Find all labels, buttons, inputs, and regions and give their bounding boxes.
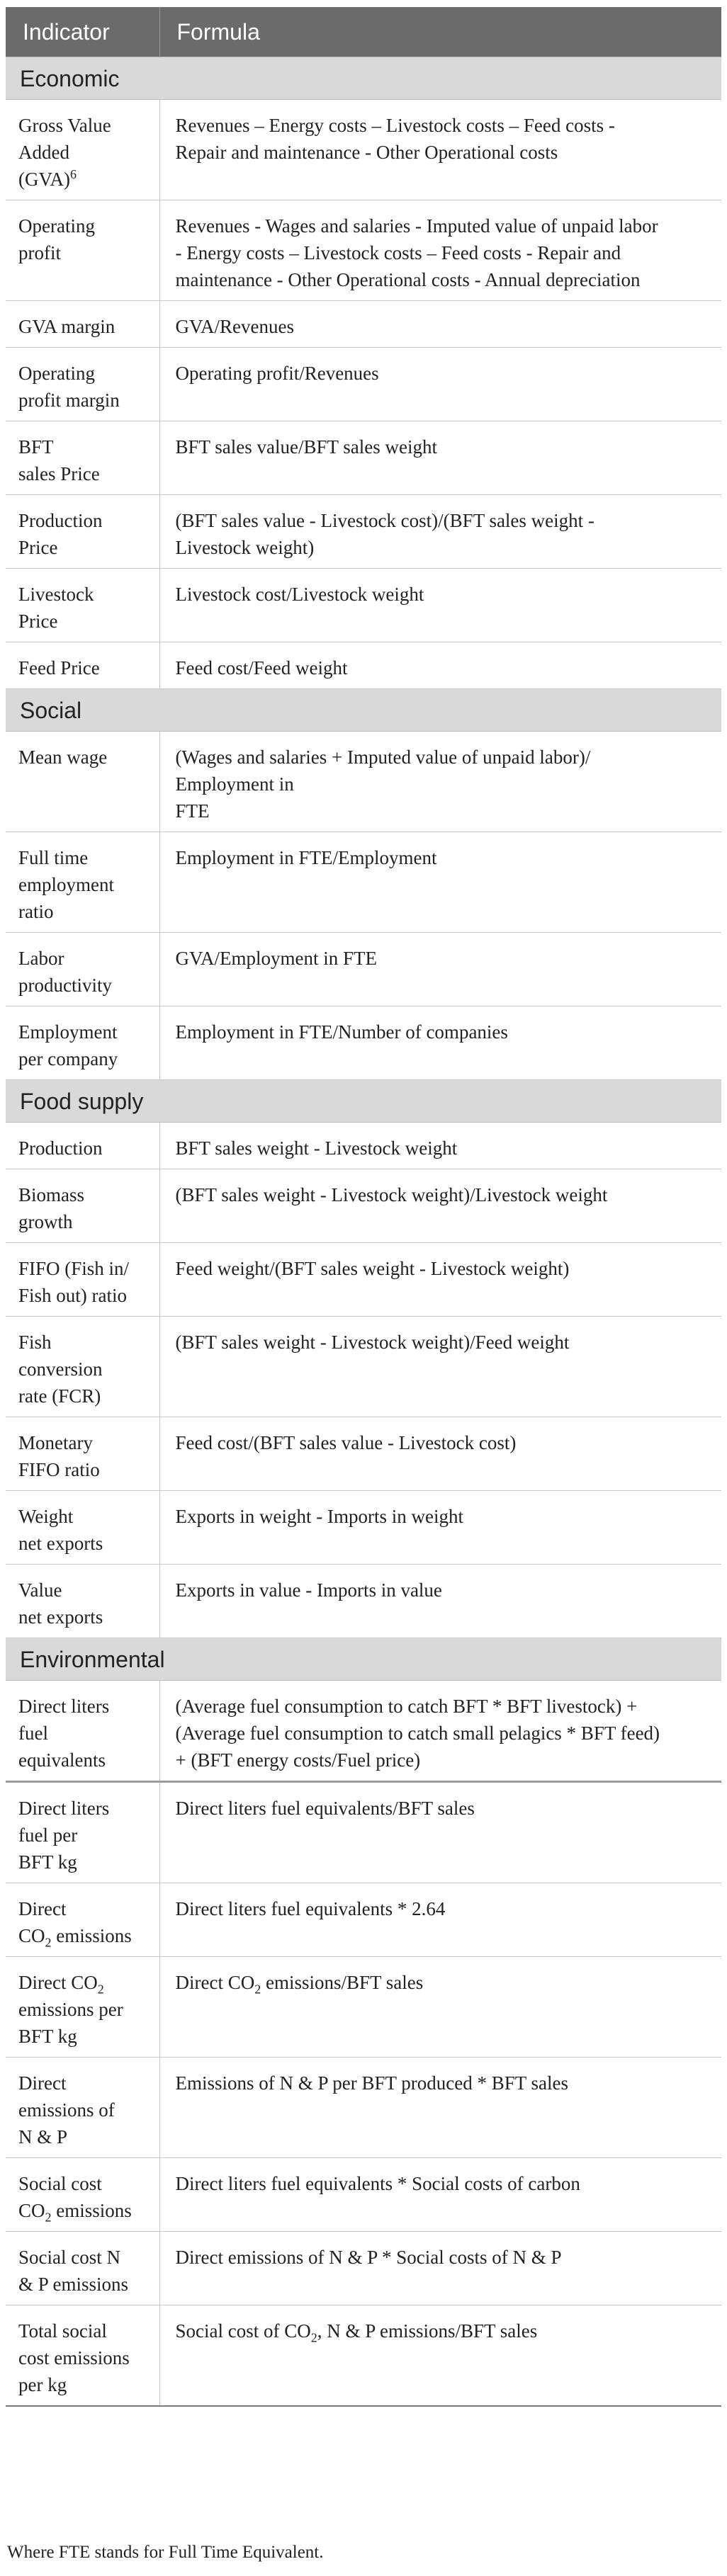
indicator-cell: Direct liters fuel per BFT kg	[6, 1782, 159, 1883]
table-row	[6, 1006, 721, 1080]
section-row	[6, 689, 721, 732]
indicator-cell: Livestock Price	[6, 569, 159, 642]
formula-cell: (Average fuel consumption to catch BFT * BFT livestock) + (Average fuel consumption to catch small pelagics * BFT feed) + (BFT energy costs/Fuel price)	[159, 1681, 721, 1782]
subscript: 2	[97, 1982, 104, 1997]
table-row	[6, 2232, 721, 2305]
formula-cell: Employment in FTE/Number of companies	[159, 1006, 721, 1080]
table-row	[6, 301, 721, 348]
table-row	[6, 100, 721, 200]
section-row	[6, 1638, 721, 1681]
formula-cell: Direct emissions of N & P * Social costs of N & P	[159, 2232, 721, 2305]
formula-cell: Direct liters fuel equivalents * Social costs of carbon	[159, 2158, 721, 2232]
formula-cell: Operating profit/Revenues	[159, 348, 721, 421]
indicator-cell: Fish conversion rate (FCR)	[6, 1317, 159, 1417]
formula-cell: Exports in weight - Imports in weight	[159, 1491, 721, 1565]
indicator-cell: Weight net exports	[6, 1491, 159, 1565]
table-row	[6, 933, 721, 1006]
table-row	[6, 200, 721, 301]
indicator-cell: Production	[6, 1123, 159, 1169]
section-title: Environmental	[6, 1638, 721, 1681]
indicator-cell: Mean wage	[6, 732, 159, 832]
formula-cell: Revenues - Wages and salaries - Imputed value of unpaid labor - Energy costs – Livestock costs – Feed costs - Repair and maintenance - Other Operational costs - Annual depreciation	[159, 200, 721, 301]
table-row	[6, 642, 721, 689]
formula-cell: GVA/Revenues	[159, 301, 721, 348]
formula-cell: Feed weight/(BFT sales weight - Livestock weight)	[159, 1243, 721, 1317]
indicator-cell: Employment per company	[6, 1006, 159, 1080]
indicator-formula-table	[6, 7, 721, 2407]
indicator-cell: Labor productivity	[6, 933, 159, 1006]
section-row	[6, 57, 721, 100]
formula-cell: Feed cost/Feed weight	[159, 642, 721, 689]
subscript: 2	[254, 1982, 261, 1997]
table-header	[6, 7, 721, 57]
table-row	[6, 348, 721, 421]
subscript: 2	[310, 2330, 317, 2345]
formula-cell: (BFT sales weight - Livestock weight)/Livestock weight	[159, 1169, 721, 1243]
indicator-cell: Social cost N & P emissions	[6, 2232, 159, 2305]
indicator-cell: Direct liters fuel equivalents	[6, 1681, 159, 1782]
formula-cell: Direct $CO_2$ emissions/BFT sales	[159, 1957, 721, 2058]
formula-cell: Employment in FTE/Employment	[159, 832, 721, 933]
formula-cell: (BFT sales value - Livestock cost)/(BFT sales weight - Livestock weight)	[159, 495, 721, 569]
section-title: Economic	[6, 57, 721, 100]
formula-cell: Direct liters fuel equivalents/BFT sales	[159, 1782, 721, 1883]
table-row	[6, 1565, 721, 1638]
formula-cell: Exports in value - Imports in value	[159, 1565, 721, 1638]
table-row	[6, 1957, 721, 2058]
table-footnote: Where FTE stands for Full Time Equivalent.	[7, 2543, 324, 2562]
subscript: 2	[45, 1935, 52, 1950]
formula-cell: Social cost of $CO_2$, N & P emissions/BFT sales	[159, 2305, 721, 2407]
table-body	[6, 57, 721, 2407]
indicator-cell: BFT sales Price	[6, 421, 159, 495]
formula-cell: Livestock cost/Livestock weight	[159, 569, 721, 642]
indicator-cell: Feed Price	[6, 642, 159, 689]
table-row	[6, 1243, 721, 1317]
table-row	[6, 2058, 721, 2158]
formula-cell: (BFT sales weight - Livestock weight)/Feed weight	[159, 1317, 721, 1417]
table-row	[6, 832, 721, 933]
table-row	[6, 1169, 721, 1243]
indicator-cell: GVA margin	[6, 301, 159, 348]
table-row	[6, 2158, 721, 2232]
indicator-cell: Direct $CO_2$ emissions	[6, 1883, 159, 1957]
formula-cell: BFT sales weight - Livestock weight	[159, 1123, 721, 1169]
table-row	[6, 1123, 721, 1169]
formula-cell: Revenues – Energy costs – Livestock costs – Feed costs - Repair and maintenance - Other Operational costs	[159, 100, 721, 200]
table-row	[6, 732, 721, 832]
header-formula: Formula	[159, 7, 721, 57]
formula-cell: Direct liters fuel equivalents * 2.64	[159, 1883, 721, 1957]
indicator-cell: Total social cost emissions per kg	[6, 2305, 159, 2407]
table-row	[6, 1883, 721, 1957]
table-row	[6, 1491, 721, 1565]
footnote-marker: 6	[70, 167, 77, 181]
indicator-cell: Direct $CO_2$ emissions per BFT kg	[6, 1957, 159, 2058]
section-title: Food supply	[6, 1080, 721, 1123]
formula-cell: (Wages and salaries + Imputed value of unpaid labor)/ Employment in FTE	[159, 732, 721, 832]
indicator-cell: Operating profit	[6, 200, 159, 301]
table-row	[6, 495, 721, 569]
indicator-cell: Monetary FIFO ratio	[6, 1417, 159, 1491]
indicator-cell: Social cost $CO_2$ emissions	[6, 2158, 159, 2232]
formula-cell: Emissions of N & P per BFT produced * BFT sales	[159, 2058, 721, 2158]
table-row	[6, 1317, 721, 1417]
subscript: 2	[45, 2210, 52, 2225]
indicator-cell: Operating profit margin	[6, 348, 159, 421]
section-row	[6, 1080, 721, 1123]
indicator-cell: Biomass growth	[6, 1169, 159, 1243]
indicator-cell: Production Price	[6, 495, 159, 569]
indicator-cell: Full time employment ratio	[6, 832, 159, 933]
header-indicator: Indicator	[6, 7, 159, 57]
table-row	[6, 569, 721, 642]
table-row	[6, 1782, 721, 1883]
table-row	[6, 1417, 721, 1491]
section-title: Social	[6, 689, 721, 732]
formula-cell: BFT sales value/BFT sales weight	[159, 421, 721, 495]
indicator-cell: Direct emissions of N & P	[6, 2058, 159, 2158]
indicator-cell: FIFO (Fish in/ Fish out) ratio	[6, 1243, 159, 1317]
indicator-cell: Value net exports	[6, 1565, 159, 1638]
table-row	[6, 421, 721, 495]
table-row	[6, 2305, 721, 2407]
table-row	[6, 1681, 721, 1782]
formula-cell: Feed cost/(BFT sales value - Livestock cost)	[159, 1417, 721, 1491]
formula-cell: GVA/Employment in FTE	[159, 933, 721, 1006]
indicator-cell: Gross Value Added (GVA)$^6$	[6, 100, 159, 200]
